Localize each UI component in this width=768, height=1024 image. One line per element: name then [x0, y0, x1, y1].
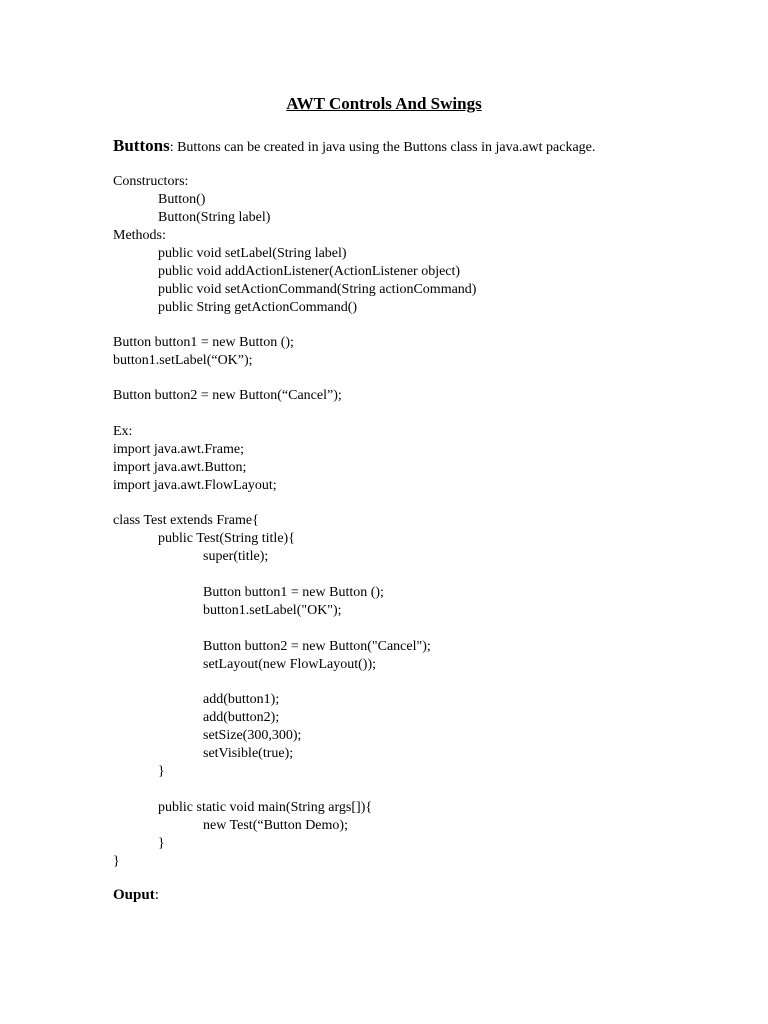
code-line: public void addActionListener(ActionListener object)	[158, 264, 461, 279]
code-line: public static void main(String args[]){	[158, 800, 373, 815]
output-label	[113, 887, 159, 904]
methods-label: Methods:	[113, 228, 166, 243]
code-line: public void setLabel(String label)	[158, 246, 347, 261]
code-line: import java.awt.Button;	[113, 460, 247, 475]
code-line: new Test(“Button Demo);	[203, 818, 348, 833]
code-line: public String getActionCommand()	[158, 300, 358, 315]
code-line: setSize(300,300);	[203, 728, 302, 743]
section-heading: Buttons	[113, 136, 170, 155]
code-line: class Test extends Frame{	[113, 513, 259, 528]
output-colon: :	[154, 887, 159, 903]
code-line: setLayout(new FlowLayout());	[203, 657, 377, 672]
example-label: Ex:	[113, 424, 133, 439]
code-line: button1.setLabel("OK");	[203, 603, 342, 618]
constructors-label: Constructors:	[113, 174, 189, 189]
code-line: }	[113, 854, 120, 869]
code-line: add(button2);	[203, 710, 280, 725]
code-line: Button()	[158, 192, 206, 207]
code-line: import java.awt.Frame;	[113, 442, 245, 457]
code-line: button1.setLabel(“OK”);	[113, 353, 253, 368]
section-colon: :	[169, 140, 174, 155]
code-line: Button button1 = new Button ();	[113, 335, 294, 350]
buttons-intro	[113, 136, 595, 156]
page-title: AWT Controls And Swings	[286, 94, 482, 113]
code-line: Button(String label)	[158, 210, 271, 225]
code-line: setVisible(true);	[203, 746, 294, 761]
code-line: import java.awt.FlowLayout;	[113, 478, 277, 493]
code-line: public Test(String title){	[158, 531, 295, 546]
code-line: add(button1);	[203, 692, 280, 707]
code-line: }	[158, 836, 165, 851]
output-label-text: Ouput	[113, 887, 155, 903]
section-description: Buttons can be created in java using the Buttons class in java.awt package.	[173, 140, 596, 155]
code-line: Button button2 = new Button("Cancel");	[203, 639, 431, 654]
code-line: Button button2 = new Button(“Cancel”);	[113, 388, 342, 403]
code-line: }	[158, 764, 165, 779]
code-line: Button button1 = new Button ();	[203, 585, 384, 600]
code-line: public void setActionCommand(String actionCommand)	[158, 282, 477, 297]
code-line: super(title);	[203, 549, 269, 564]
